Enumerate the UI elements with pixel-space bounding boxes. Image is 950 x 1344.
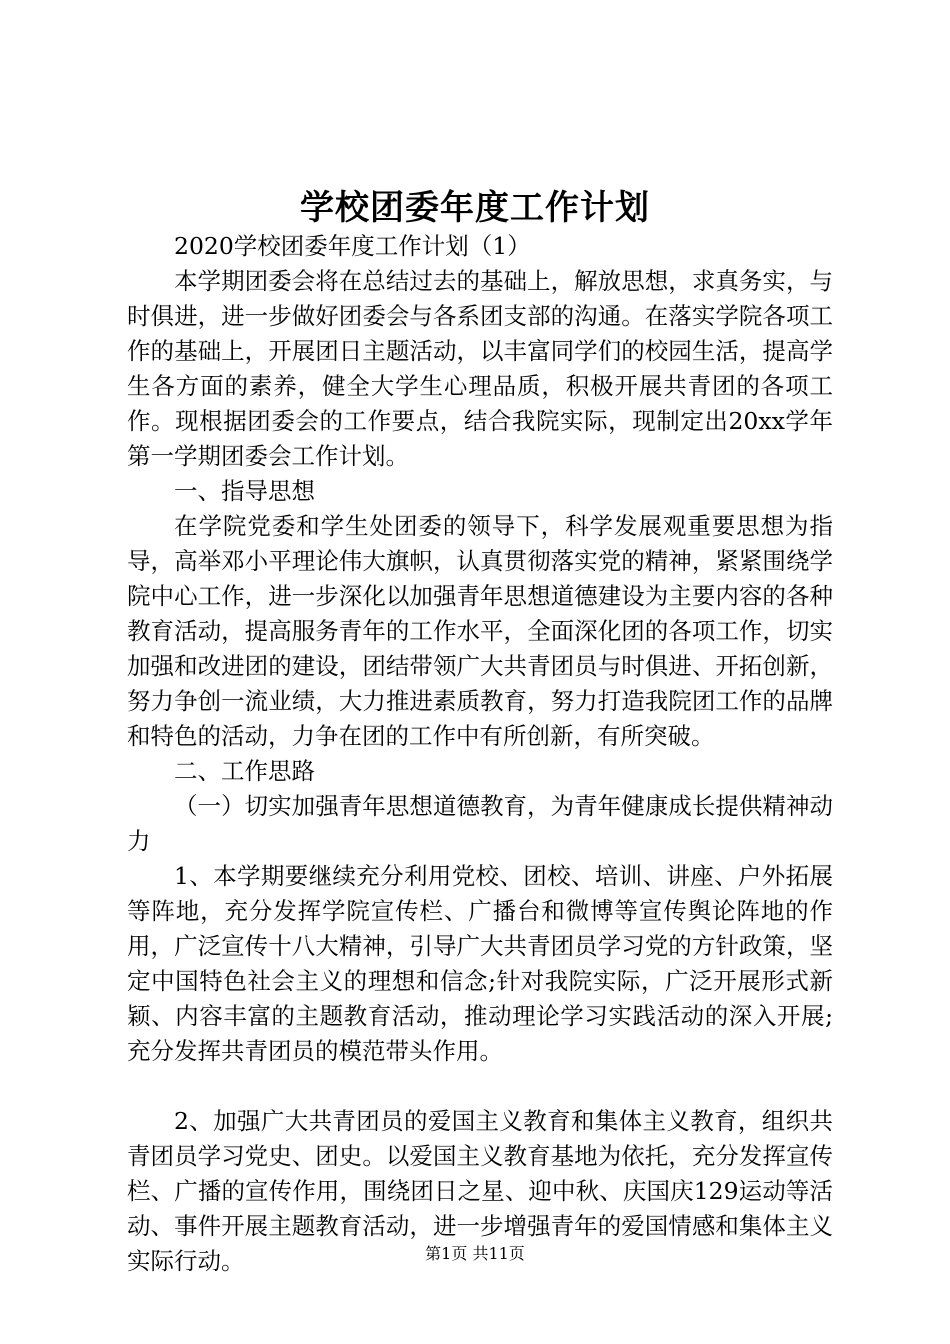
page-footer: 第1页 共11页 [425, 1244, 525, 1263]
plan-subtitle: 2020学校团委年度工作计划（1） [174, 232, 531, 260]
section-heading-work-approach: 二、工作思路 [174, 757, 315, 785]
section-heading-guiding-thought: 一、指导思想 [174, 477, 315, 505]
item-2-paragraph: 2、加强广大共青团员的爱国主义教育和集体主义教育，组织共青团员学习党史、团史。以爱国主义教育基地为依托，充分发挥宣传栏、广播的宣传作用，围绕团日之星、迎中秋、庆国庆129运动等活动、事件开展主题教育活动，进一步增强青年的爱国情感和集体主义实际行动。 [127, 1107, 833, 1275]
document-title: 学校团委年度工作计划 [300, 188, 650, 228]
guiding-thought-paragraph: 在学院党委和学生处团委的领导下，科学发展观重要思想为指导，高举邓小平理论伟大旗帜，认真贯彻落实党的精神，紧紧围绕学院中心工作，进一步深化以加强青年思想道德建设为主要内容的各种教育活动，提高服务青年的工作水平，全面深化团的各项工作，切实加强和改进团的建设，团结带领广大共青团员与时俱进、开拓创新，努力争创一流业绩，大力推进素质教育，努力打造我院团工作的品牌和特色的活动，力争在团的工作中有所创新，有所突破。 [127, 512, 833, 750]
intro-paragraph: 本学期团委会将在总结过去的基础上，解放思想，求真务实，与时俱进，进一步做好团委会与各系团支部的沟通。在落实学院各项工作的基础上，开展团日主题活动，以丰富同学们的校园生活，提高学生各方面的素养，健全大学生心理品质，积极开展共青团的各项工作。现根据团委会的工作要点，结合我院实际，现制定出20xx学年第一学期团委会工作计划。 [127, 267, 833, 470]
item-1-paragraph: 1、本学期要继续充分利用党校、团校、培训、讲座、户外拓展等阵地，充分发挥学院宣传栏、广播台和微博等宣传舆论阵地的作用，广泛宣传十八大精神，引导广大共青团员学习党的方针政策，坚定中国特色社会主义的理想和信念;针对我院实际，广泛开展形式新颖、内容丰富的主题教育活动，推动理论学习实践活动的深入开展;充分发挥共青团员的模范带头作用。 [127, 862, 833, 1065]
document-body [127, 229, 833, 1279]
subsection-heading-moral-education: （一）切实加强青年思想道德教育，为青年健康成长提供精神动力 [127, 792, 833, 855]
